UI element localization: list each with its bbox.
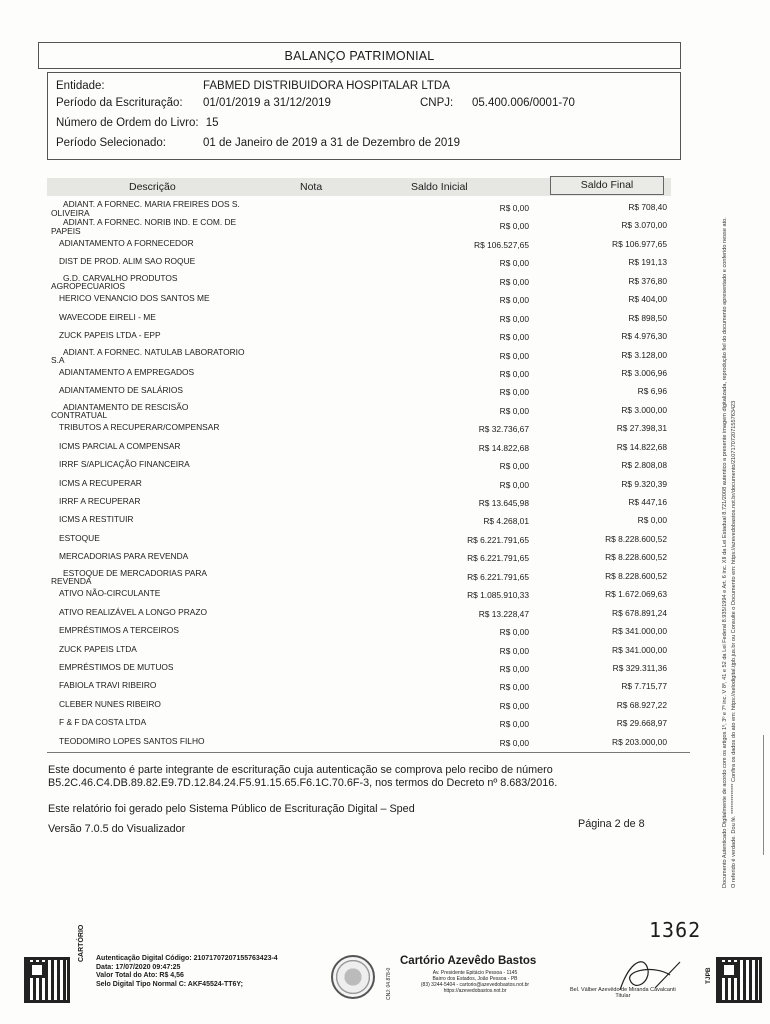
row-saldo-final: R$ 9.320,39 <box>621 478 667 489</box>
row-saldo-inicial: R$ 0,00 <box>499 313 529 324</box>
addr-line3: (83) 3244-5404 - cartorio@azevedobastos.not.br <box>420 982 530 988</box>
table-row <box>55 512 667 530</box>
table-row <box>55 549 667 567</box>
table-row <box>55 605 667 623</box>
table-row <box>55 254 667 272</box>
row-description: IRRF A RECUPERAR <box>59 496 141 506</box>
cartorio-name: Cartório Azevêdo Bastos <box>400 955 537 967</box>
row-saldo-inicial: R$ 0,00 <box>499 627 529 638</box>
row-description: ADIANTAMENTO DE RESCISÃO CONTRATUAL <box>51 401 189 421</box>
table-row <box>55 660 667 678</box>
footer-version: Versão 7.0.5 do Visualizador <box>48 823 186 835</box>
entidade-value: FABMED DISTRIBUIDORA HOSPITALAR LTDA <box>203 80 450 92</box>
row-description: ATIVO REALIZÁVEL A LONGO PRAZO <box>59 606 207 617</box>
row-description: ADIANT. A FORNEC. MARIA FREIRES DOS S. OLIVEIRA <box>51 199 240 218</box>
row-saldo-final: R$ 678.891,24 <box>612 607 667 618</box>
row-description: ADIANTAMENTO A FORNECEDOR <box>59 237 194 248</box>
side-text-line1: Documento Autenticado Digitalmente de acordo com os artigos 1º, 3º e 7º inc. V 8º, 41 e 52 da Lei Federal 8.935/1994 e Art. 6 inc. XII da Lei Estadual 8.721/2008 autentico a presente imagem digitalizada, reprodução fiel do documento apresentado e conferido nesse ato. <box>722 217 728 888</box>
table-row <box>55 623 667 641</box>
table-row <box>51 272 667 292</box>
side-authentication-text <box>721 28 738 888</box>
table-row <box>55 310 667 328</box>
auth-value: Valor Total do Ato: R$ 4,56 <box>96 972 184 980</box>
row-description: G.D. CARVALHO PRODUTOS AGROPECUARIOS <box>51 272 178 292</box>
row-saldo-inicial: R$ 0,00 <box>499 387 529 398</box>
row-saldo-inicial: R$ 0,00 <box>499 682 529 693</box>
stamp-number: 1362 <box>649 918 702 942</box>
row-saldo-inicial: R$ 0,00 <box>499 479 529 490</box>
row-saldo-final: R$ 3.006,96 <box>621 367 667 378</box>
table-row <box>55 291 667 309</box>
selecionado-row <box>56 137 461 149</box>
table-row <box>55 420 667 438</box>
row-description: ATIVO NÃO-CIRCULANTE <box>59 588 161 599</box>
side-divider <box>763 735 764 855</box>
row-saldo-final: R$ 3.070,00 <box>621 220 667 231</box>
table-row <box>55 365 667 383</box>
tjpb-label: TJPB <box>705 967 712 984</box>
table-row <box>55 328 667 346</box>
table-row <box>55 236 667 254</box>
row-saldo-final: R$ 708,40 <box>628 202 667 212</box>
row-saldo-final: R$ 898,50 <box>628 312 667 323</box>
row-saldo-final: R$ 0,00 <box>637 515 667 526</box>
row-saldo-final: R$ 191,13 <box>628 257 667 268</box>
row-description: ESTOQUE DE MERCADORIAS PARA REVENDA <box>51 567 207 587</box>
table-row <box>55 531 667 549</box>
footer-line2: B5.2C.46.C4.DB.89.82.E9.7D.12.84.24.F5.91.15.65.F6.1C.70.6F-3, nos termos do Decreto nº 8.683/2016. <box>48 777 558 789</box>
cartorio-vertical-label: CARTÓRIO <box>78 924 85 962</box>
authentication-block <box>96 955 278 989</box>
row-description: ZUCK PAPEIS LTDA - EPP <box>59 330 161 341</box>
row-saldo-final: R$ 329.311,36 <box>612 662 667 673</box>
footer-line1: Este documento é parte integrante de escrituração cuja autenticação se comprova pelo recibo de número <box>48 764 553 776</box>
row-saldo-final: R$ 3.128,00 <box>621 349 667 360</box>
row-saldo-inicial: R$ 13.645,98 <box>478 498 529 508</box>
row-saldo-inicial: R$ 0,00 <box>499 258 529 269</box>
header-nota: Nota <box>300 181 323 193</box>
table-row <box>55 383 667 401</box>
signer-role: Titular <box>615 993 631 999</box>
table-row <box>51 346 667 365</box>
numero-row <box>56 117 219 129</box>
row-description: DIST DE PROD. ALIM SAO ROQUE <box>59 256 196 267</box>
coat-of-arms-seal <box>331 955 375 999</box>
row-saldo-final: R$ 341.000,00 <box>612 626 667 637</box>
row-saldo-inicial: R$ 14.822,68 <box>478 442 529 453</box>
periodo-value: 01/01/2019 a 31/12/2019 <box>203 97 331 109</box>
row-saldo-final: R$ 447,16 <box>628 497 667 507</box>
table-row <box>55 439 667 457</box>
signer-name: Bel. Válber Azevêdo de Miranda Cavalcanti <box>570 987 676 993</box>
row-saldo-inicial: R$ 6.221.791,65 <box>467 534 529 545</box>
row-saldo-inicial: R$ 1.085.910,33 <box>467 590 529 601</box>
row-saldo-final: R$ 203.000,00 <box>612 736 667 747</box>
numero-label: Número de Ordem do Livro: <box>56 117 199 129</box>
selecionado-label: Período Selecionado: <box>56 137 166 149</box>
row-saldo-final: R$ 68.927,22 <box>616 699 667 710</box>
row-saldo-final: R$ 1.672.069,63 <box>605 589 667 600</box>
row-saldo-final: R$ 8.228.600,52 <box>605 533 667 544</box>
row-saldo-inicial: R$ 0,00 <box>499 719 529 730</box>
table-row <box>55 715 667 733</box>
row-saldo-inicial: R$ 0,00 <box>499 405 529 416</box>
row-saldo-final: R$ 341.000,00 <box>612 644 667 655</box>
row-description: CLEBER NUNES RIBEIRO <box>59 698 161 709</box>
row-saldo-final: R$ 106.977,65 <box>612 238 667 249</box>
row-saldo-inicial: R$ 0,00 <box>499 332 529 343</box>
row-saldo-final: R$ 2.808,08 <box>621 460 667 471</box>
selecionado-value: 01 de Janeiro de 2019 a 31 de Dezembro de 2019 <box>203 137 461 149</box>
row-description: TEODOMIRO LOPES SANTOS FILHO <box>59 735 205 746</box>
row-saldo-inicial: R$ 32.736,67 <box>478 424 529 435</box>
row-saldo-inicial: R$ 0,00 <box>499 700 529 711</box>
row-saldo-final: R$ 14.822,68 <box>616 441 667 452</box>
row-description: ICMS A RESTITUIR <box>59 514 134 525</box>
page-number: Página 2 de 8 <box>578 818 645 830</box>
row-description: ADIANT. A FORNEC. NORIB IND. E COM. DE PAPEIS <box>51 217 237 236</box>
row-description: FABIOLA TRAVI RIBEIRO <box>59 680 157 691</box>
cnpj-value: 05.400.006/0001-70 <box>472 97 575 109</box>
table-row <box>55 642 667 660</box>
row-saldo-final: R$ 6,96 <box>637 386 667 397</box>
table-row <box>51 567 667 587</box>
table-row <box>55 697 667 715</box>
row-saldo-final: R$ 29.668,97 <box>616 718 667 729</box>
row-saldo-inicial: R$ 0,00 <box>499 737 529 748</box>
row-saldo-inicial: R$ 106.527,65 <box>474 239 529 250</box>
table-row <box>55 734 667 752</box>
row-saldo-inicial: R$ 6.221.791,65 <box>467 553 529 564</box>
row-saldo-inicial: R$ 0,00 <box>499 295 529 306</box>
row-saldo-final: R$ 4.976,30 <box>621 331 667 342</box>
numero-value: 15 <box>205 117 219 129</box>
entity-info-box <box>47 72 681 160</box>
auth-date: Data: 17/07/2020 09:47:25 <box>96 963 181 971</box>
row-saldo-final: R$ 3.000,00 <box>621 404 667 415</box>
cnpj-label: CNPJ: <box>420 97 454 109</box>
row-saldo-inicial: R$ 0,00 <box>499 350 529 361</box>
row-description: IRRF S/APLICAÇÃO FINANCEIRA <box>59 459 190 470</box>
cartorio-address <box>400 970 550 994</box>
addr-line4: https://azevedobastos.not.br <box>443 988 507 994</box>
row-saldo-final: R$ 27.398,31 <box>616 423 667 434</box>
table-row <box>55 586 667 604</box>
row-description: ICMS PARCIAL A COMPENSAR <box>59 440 181 451</box>
qr-code-right <box>716 957 762 1003</box>
row-description: MERCADORIAS PARA REVENDA <box>59 551 189 562</box>
auth-seal: Selo Digital Tipo Normal C: AKF45524-TT6Y; <box>96 980 243 988</box>
table-row <box>51 199 667 218</box>
row-description: EMPRÉSTIMOS A TERCEIROS <box>59 625 179 636</box>
row-saldo-final: R$ 404,00 <box>628 294 667 305</box>
row-saldo-inicial: R$ 13.228,47 <box>478 608 529 619</box>
entidade-label: Entidade: <box>56 80 105 92</box>
row-description: ICMS A RECUPERAR <box>59 477 142 488</box>
row-saldo-inicial: R$ 0,00 <box>499 203 529 213</box>
footer-line3: Este relatório foi gerado pelo Sistema Público de Escrituração Digital – Sped <box>48 803 415 815</box>
periodo-row <box>56 97 575 109</box>
footer-divider <box>47 752 690 753</box>
row-saldo-inicial: R$ 0,00 <box>499 645 529 656</box>
row-description: ESTOQUE <box>59 532 100 543</box>
row-description: WAVECODE EIRELI - ME <box>59 311 156 322</box>
table-row <box>51 401 667 421</box>
row-description: ZUCK PAPEIS LTDA <box>59 643 137 654</box>
header-saldo-final: Saldo Final <box>550 176 664 195</box>
auth-code: Autenticação Digital Código: 21071707207155763423-4 <box>96 955 278 962</box>
table-row <box>55 678 667 696</box>
row-description: ADIANTAMENTO A EMPREGADOS <box>59 366 195 377</box>
row-saldo-inicial: R$ 0,00 <box>499 276 529 287</box>
addr-line1: Av. Presidente Epitácio Pessoa - 1145 <box>432 970 518 976</box>
row-description: TRIBUTOS A RECUPERAR/COMPENSAR <box>59 422 220 433</box>
table-row <box>55 476 667 494</box>
row-saldo-inicial: R$ 0,00 <box>499 221 529 232</box>
row-saldo-final: R$ 376,80 <box>628 275 667 286</box>
entidade-row <box>56 80 450 92</box>
row-description: ADIANTAMENTO DE SALÁRIOS <box>59 385 183 396</box>
row-description: EMPRÉSTIMOS DE MUTUOS <box>59 661 174 672</box>
qr-code-left <box>24 957 70 1003</box>
cnj-vertical-label: CNJ: 04.878-0 <box>386 967 392 1000</box>
row-saldo-final: R$ 7.715,77 <box>621 681 667 692</box>
row-saldo-inicial: R$ 0,00 <box>499 368 529 379</box>
row-description: F & F DA COSTA LTDA <box>59 717 147 728</box>
row-saldo-inicial: R$ 4.268,01 <box>483 516 529 527</box>
row-saldo-final: R$ 8.228.600,52 <box>605 552 667 563</box>
addr-line2: Bairro dos Estados, João Pessoa - PB <box>432 976 518 982</box>
row-saldo-inicial: R$ 0,00 <box>499 461 529 472</box>
row-saldo-inicial: R$ 6.221.791,65 <box>467 571 529 582</box>
periodo-label: Período da Escrituração: <box>56 97 183 109</box>
row-saldo-inicial: R$ 0,00 <box>499 663 529 674</box>
table-row <box>51 217 667 236</box>
header-descricao: Descrição <box>129 181 176 193</box>
row-description: ADIANT. A FORNEC. NATULAB LABORATORIO S.A <box>51 346 245 365</box>
table-row <box>55 494 667 512</box>
report-title: BALANÇO PATRIMONIAL <box>38 42 681 69</box>
side-text-line2: O referido é verdade. Dou fé. ************** Confira os dados do ato em: https://selodigital.tjpb.jus.br ou Consulte o Documento em: https://azevedobastos.not.br/documento/21071707207155763423 <box>730 400 737 888</box>
row-description: HERICO VENANCIO DOS SANTOS ME <box>59 293 210 304</box>
header-saldo-inicial: Saldo Inicial <box>411 181 468 193</box>
balance-table-body <box>51 199 667 752</box>
signature-block <box>570 987 676 999</box>
table-row <box>55 457 667 475</box>
row-saldo-final: R$ 8.228.600,52 <box>605 570 667 581</box>
